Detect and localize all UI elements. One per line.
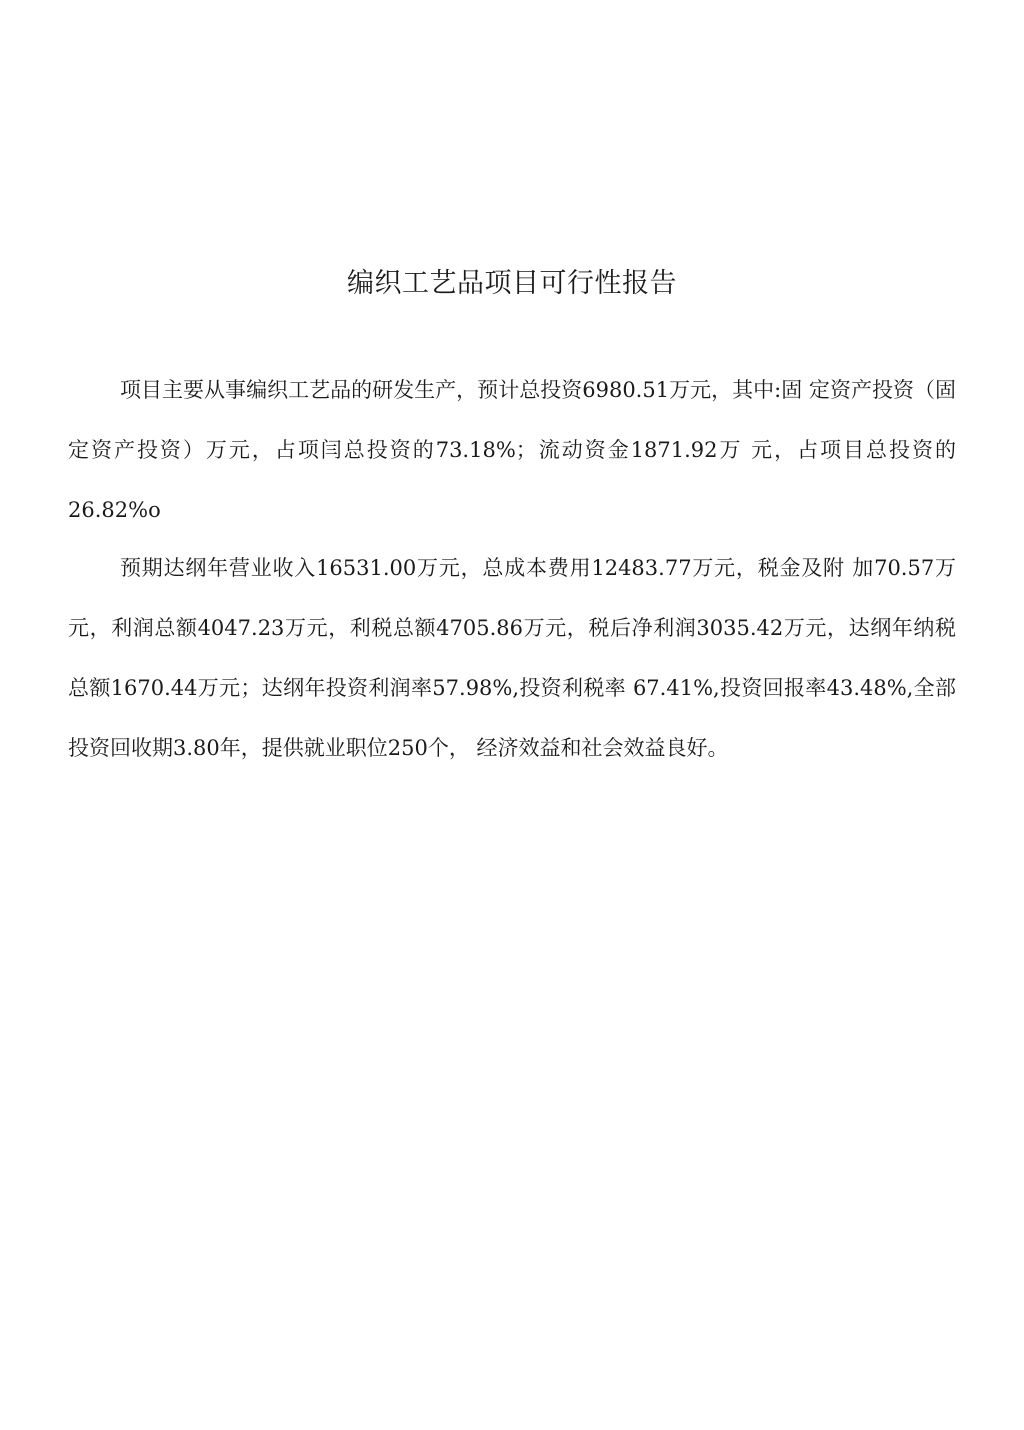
document-title: 编织工艺品项目可行性报告 (347, 268, 677, 299)
paragraph-investment-summary: 项目主要从事编织工艺品的研发生产，预计总投资6980.51万元，其中:固 定资产投资（固定资产投资）万元，占项闫总投资的73.18%；流动资金1871.92万 元，占项目总投资的26.82%o (68, 378, 956, 522)
paragraph-financial-indicators: 预期达纲年营业收入16531.00万元，总成本费用12483.77万元，税金及附 加70.57万元，利润总额4047.23万元，利税总额4705.86万元，税后净利润3035.42万元，达纲年纳税总额1670.44万元；达纲年投资利润率57.98%,投资利税率 67.41%,投资回报率43.48%,全部投资回收期3.80年，提供就业职位250个， 经济效益和社会效益良好。 (68, 556, 956, 760)
